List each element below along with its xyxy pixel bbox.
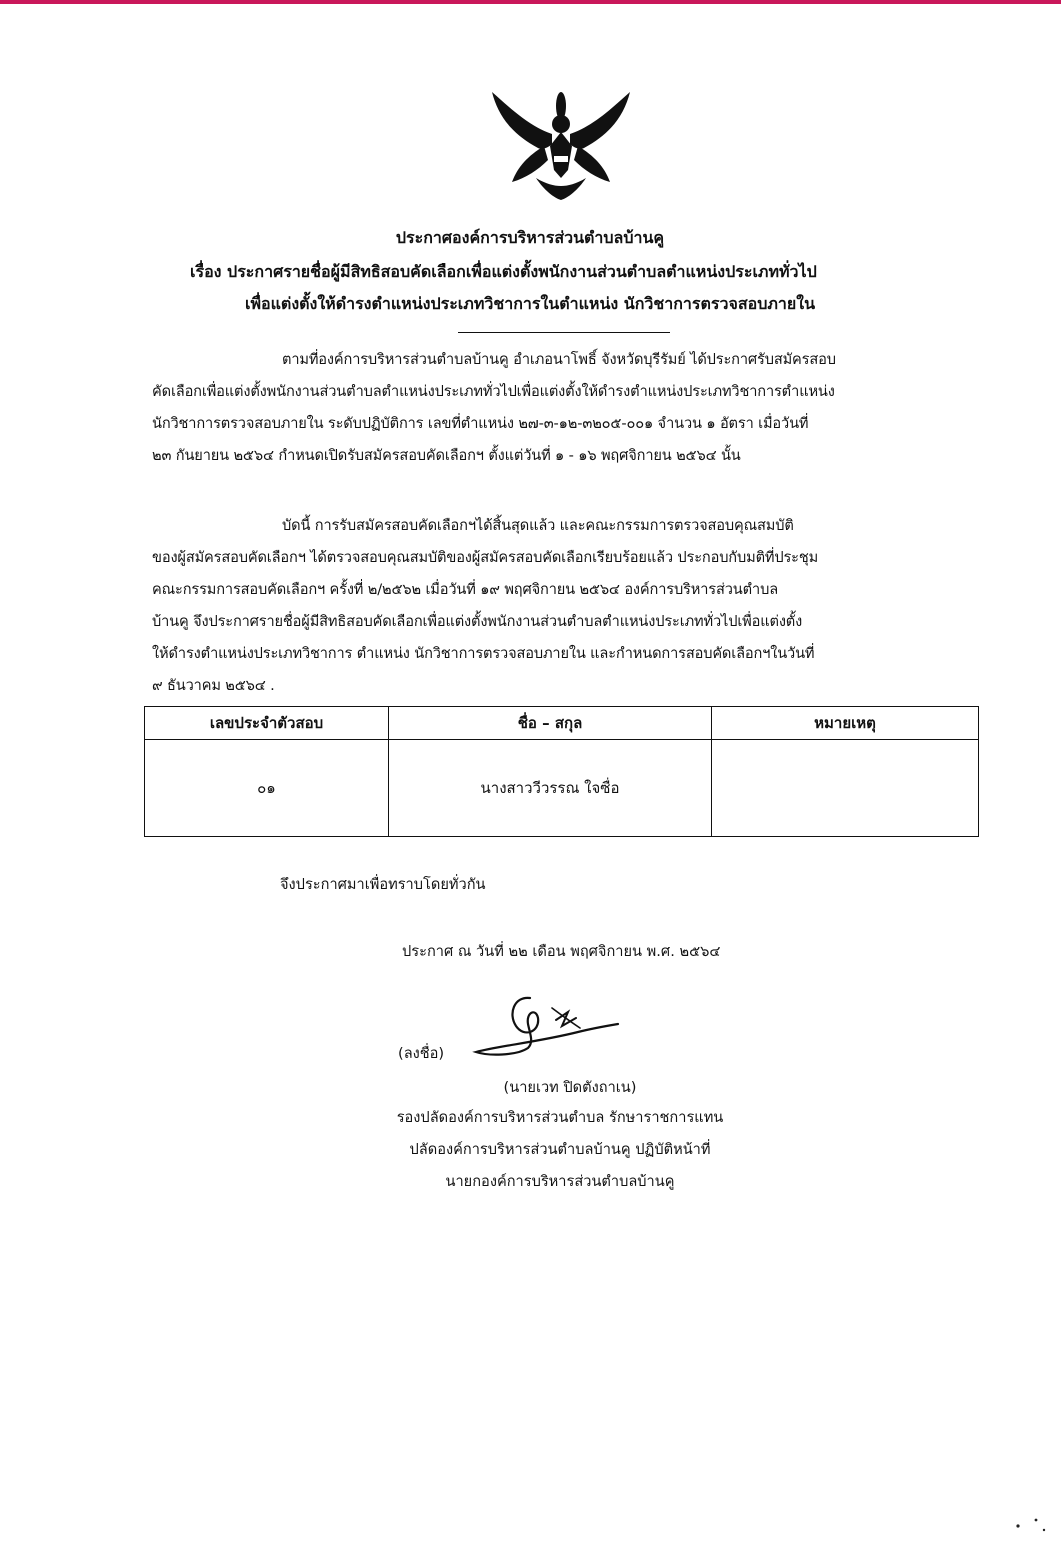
paragraph-2 [152, 510, 970, 702]
paragraph-line: ของผู้สมัครสอบคัดเลือกฯ ได้ตรวจสอบคุณสมบัติของผู้สมัครสอบคัดเลือกเรียบร้อยแล้ว ประกอบกับมติที่ประชุม [152, 549, 819, 566]
paragraph-line: นักวิชาการตรวจสอบภายใน ระดับปฏิบัติการ เลขที่ตำแหน่ง ๒๗-๓-๑๒-๓๒๐๕-๐๐๑ จำนวน ๑ อัตรา เมื่อวันที่ [152, 415, 809, 432]
header-note: หมายเหตุ [712, 707, 979, 740]
header-exam-id: เลขประจำตัวสอบ [145, 707, 389, 740]
subject-line: เรื่อง ประกาศรายชื่อผู้มีสิทธิสอบคัดเลือกเพื่อแต่งตั้งพนักงานส่วนตำบลตำแหน่งประเภททั่วไป [190, 262, 817, 281]
paragraph-line: คณะกรรมการสอบคัดเลือกฯ ครั้งที่ ๒/๒๕๖๒ เมื่อวันที่ ๑๙ พฤศจิกายน ๒๕๖๔ องค์การบริหารส่วนตำบล [152, 581, 779, 598]
handwritten-signature [468, 990, 628, 1070]
paragraph-line: ๙ ธันวาคม ๒๕๖๔ . [152, 677, 275, 694]
signature-label: (ลงชื่อ) [398, 1045, 445, 1062]
signer-position-3: นายกองค์การบริหารส่วนตำบลบ้านคู [445, 1173, 675, 1190]
table-row [145, 740, 979, 837]
paragraph-line: บัดนี้ การรับสมัครสอบคัดเลือกฯได้สิ้นสุดแล้ว และคณะกรรมการตรวจสอบคุณสมบัติ [282, 517, 794, 534]
header-name: ชื่อ – สกุล [389, 707, 712, 740]
signer-name: (นายเวท ปิดตังถาเน) [503, 1079, 637, 1096]
paragraph-1 [152, 344, 970, 472]
signer-position-1: รองปลัดองค์การบริหารส่วนตำบล รักษาราชการแทน [396, 1109, 724, 1126]
scan-speck-marks [1012, 1514, 1052, 1534]
table-header-row [145, 707, 979, 740]
title-divider [458, 332, 670, 333]
top-border-strip [0, 0, 1061, 4]
paragraph-line: บ้านคู จึงประกาศรายชื่อผู้มีสิทธิสอบคัดเลือกเพื่อแต่งตั้งพนักงานส่วนตำบลตำแหน่งประเภททั่วไปเพื่อแต่งตั้ง [152, 613, 803, 630]
paragraph-line: ให้ดำรงตำแหน่งประเภทวิชาการ ตำแหน่ง นักวิชาการตรวจสอบภายใน และกำหนดการสอบคัดเลือกฯในวันที่ [152, 645, 815, 662]
closing-text: จึงประกาศมาเพื่อทราบโดยทั่วกัน [280, 876, 486, 893]
date-line: ประกาศ ณ วันที่ ๒๒ เดือน พฤศจิกายน พ.ศ. ๒๕๖๔ [402, 943, 721, 960]
cell-note [712, 740, 979, 837]
paragraph-line: ตามที่องค์การบริหารส่วนตำบลบ้านคู อำเภอนาโพธิ์ จังหวัดบุรีรัมย์ ได้ประกาศรับสมัครสอบ [282, 351, 836, 368]
candidate-table [144, 706, 979, 837]
garuda-emblem-icon [488, 86, 634, 206]
signer-position-2: ปลัดองค์การบริหารส่วนตำบลบ้านคู ปฏิบัติหน้าที่ [409, 1141, 711, 1158]
paragraph-line: ๒๓ กันยายน ๒๕๖๔ กำหนดเปิดรับสมัครสอบคัดเลือกฯ ตั้งแต่วันที่ ๑ - ๑๖ พฤศจิกายน ๒๕๖๔ นั้น [152, 447, 741, 464]
announcement-title: ประกาศองค์การบริหารส่วนตำบลบ้านคู [395, 228, 665, 247]
subject-line-2: เพื่อแต่งตั้งให้ดำรงตำแหน่งประเภทวิชาการในตำแหน่ง นักวิชาการตรวจสอบภายใน [244, 294, 816, 313]
cell-name: นางสาววีวรรณ ใจซื่อ [389, 740, 712, 837]
cell-exam-id: ๐๑ [145, 740, 389, 837]
paragraph-line: คัดเลือกเพื่อแต่งตั้งพนักงานส่วนตำบลตำแหน่งประเภททั่วไปเพื่อแต่งตั้งให้ดำรงตำแหน่งประเภทวิชาการตำแหน่ง [152, 383, 835, 400]
